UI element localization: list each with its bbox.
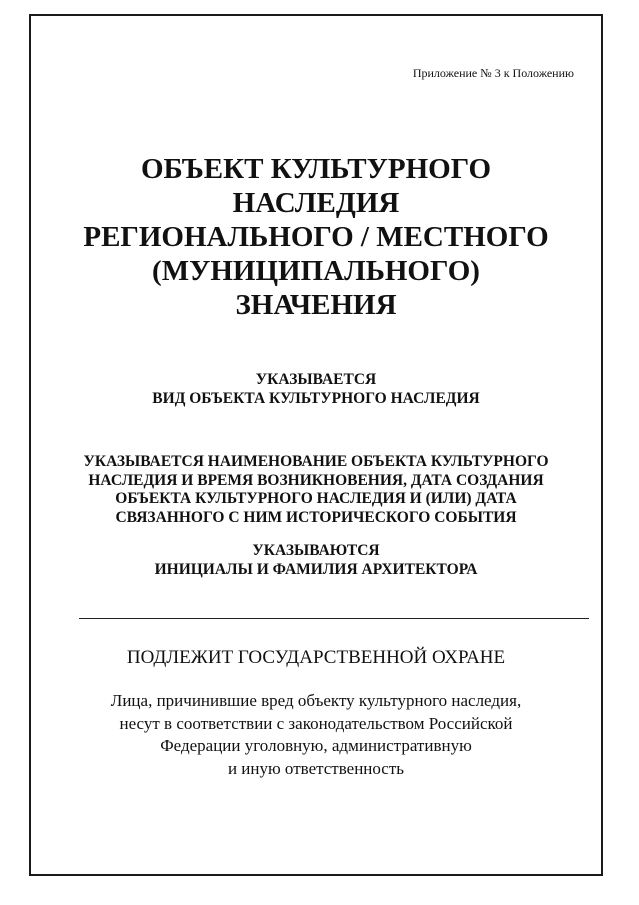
architect-line: УКАЗЫВАЮТСЯ	[252, 542, 380, 559]
heritage-plate	[29, 14, 603, 876]
protection-status: ПОДЛЕЖИТ ГОСУДАРСТВЕННОЙ ОХРАНЕ	[126, 647, 506, 668]
liability-line: Лица, причинившие вред объекту культурного наследия,	[110, 691, 522, 710]
architect-line: ИНИЦИАЛЫ И ФАМИЛИЯ АРХИТЕКТОРА	[154, 561, 478, 578]
object-name-line: НАСЛЕДИЯ И ВРЕМЯ ВОЗНИКНОВЕНИЯ, ДАТА СОЗДАНИЯ	[88, 471, 544, 489]
title-line: (МУНИЦИПАЛЬНОГО)	[152, 255, 480, 287]
architect-block	[31, 541, 601, 579]
title-line: НАСЛЕДИЯ	[232, 187, 400, 219]
object-name-line: ОБЪЕКТА КУЛЬТУРНОГО НАСЛЕДИЯ И (ИЛИ) ДАТА	[115, 490, 517, 507]
object-kind-line: ВИД ОБЪЕКТА КУЛЬТУРНОГО НАСЛЕДИЯ	[152, 390, 480, 407]
liability-notice	[31, 690, 601, 780]
object-name-line: СВЯЗАННОГО С НИМ ИСТОРИЧЕСКОГО СОБЫТИЯ	[115, 508, 517, 526]
divider-line	[79, 618, 589, 619]
liability-line: Федерации уголовную, административную	[160, 736, 472, 755]
liability-line: и иную ответственность	[227, 758, 405, 778]
title-line: ЗНАЧЕНИЯ	[235, 289, 397, 321]
object-name-block	[31, 453, 601, 527]
title-line: ОБЪЕКТ КУЛЬТУРНОГО	[140, 153, 492, 185]
object-kind-line: УКАЗЫВАЕТСЯ	[255, 371, 377, 388]
title-line: РЕГИОНАЛЬНОГО / МЕСТНОГО	[83, 221, 549, 253]
object-name-line: УКАЗЫВАЕТСЯ НАИМЕНОВАНИЕ ОБЪЕКТА КУЛЬТУРНОГО	[83, 453, 549, 470]
appendix-note: Приложение № 3 к Положению	[412, 66, 574, 80]
plate-title	[31, 152, 601, 322]
liability-line: несут в соответствии с законодательством Российской	[119, 713, 513, 733]
object-kind-block	[31, 370, 601, 408]
